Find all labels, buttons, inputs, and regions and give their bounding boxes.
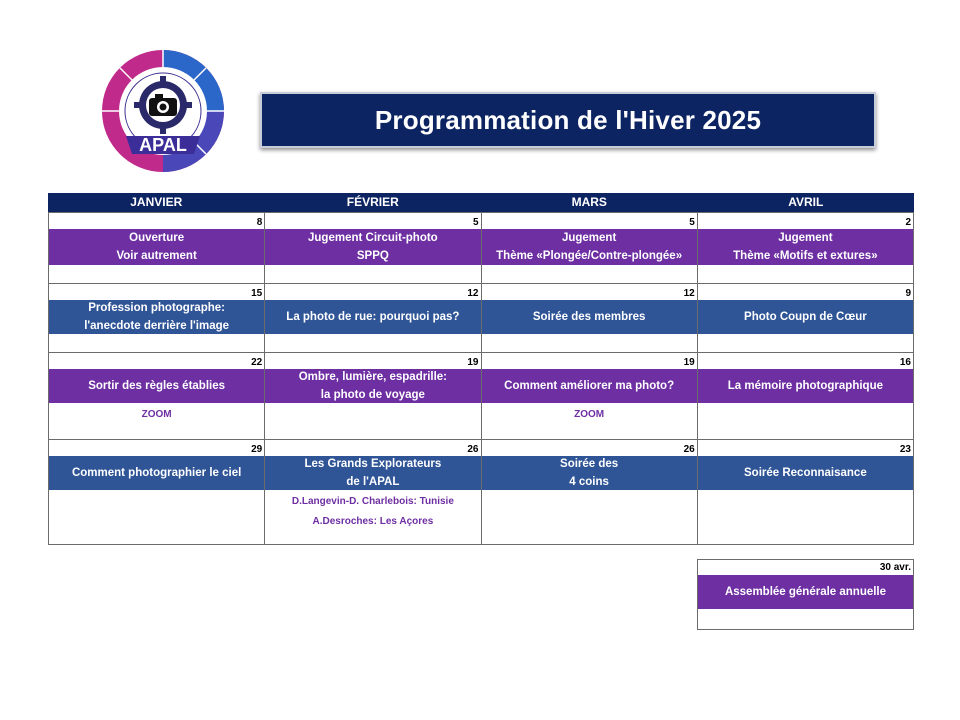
event-cell bbox=[264, 369, 480, 403]
date-cell: 23 bbox=[697, 439, 914, 456]
note-row bbox=[48, 403, 914, 439]
extra-event-title: Assemblée générale annuelle bbox=[698, 575, 913, 609]
date-cell: 9 bbox=[697, 283, 914, 300]
event-title-line: Soirée des membres bbox=[532, 311, 646, 323]
date-row bbox=[48, 352, 914, 369]
event-title-line: La photo de rue: pourquoi pas? bbox=[286, 311, 460, 323]
event-cell bbox=[697, 229, 914, 265]
event-title-line: Thème «Plongée/Contre-plongée» bbox=[496, 250, 683, 262]
event-title-line: La mémoire photographique bbox=[727, 380, 883, 392]
date-cell: 29 bbox=[48, 439, 264, 456]
note-cell bbox=[697, 334, 914, 352]
event-title-line: SPPQ bbox=[356, 250, 389, 262]
event-cell bbox=[697, 369, 914, 403]
event-cell bbox=[697, 300, 914, 334]
date-row bbox=[48, 212, 914, 229]
event-title-line: Les Grands Explorateurs bbox=[304, 458, 442, 470]
extra-event-note bbox=[698, 609, 913, 629]
apal-logo bbox=[100, 48, 226, 174]
event-title-line: Sortir des règles établies bbox=[88, 380, 226, 392]
event-cell bbox=[48, 456, 264, 490]
note-cell bbox=[48, 490, 264, 544]
event-cell bbox=[48, 369, 264, 403]
event-cell bbox=[481, 456, 697, 490]
date-cell: 15 bbox=[48, 283, 264, 300]
event-cell bbox=[264, 300, 480, 334]
event-cell bbox=[48, 300, 264, 334]
date-row bbox=[48, 283, 914, 300]
event-title-line: Soirée Reconnaisance bbox=[744, 467, 867, 479]
event-title-line: la photo de voyage bbox=[320, 389, 425, 401]
event-title-line: Comment améliorer ma photo? bbox=[504, 380, 675, 392]
note-cell bbox=[264, 490, 480, 544]
month-header: JANVIER bbox=[48, 193, 265, 212]
note-cell bbox=[697, 490, 914, 544]
date-row bbox=[48, 439, 914, 456]
date-cell: 5 bbox=[264, 212, 480, 229]
note-cell bbox=[48, 403, 264, 439]
event-title-line: Photo Coupn de Cœur bbox=[744, 311, 867, 323]
presenter-note: D.Langevin-D. Charlebois: Tunisie bbox=[291, 496, 454, 507]
event-title-line: Jugement bbox=[778, 232, 833, 244]
logo-abbr: APAL bbox=[139, 135, 187, 155]
month-header: AVRIL bbox=[698, 193, 915, 212]
event-title-line: Jugement bbox=[561, 232, 617, 244]
event-row bbox=[48, 229, 914, 265]
month-header: MARS bbox=[481, 193, 698, 212]
date-cell: 12 bbox=[481, 283, 697, 300]
event-title-line: Jugement Circuit-photo bbox=[308, 232, 438, 244]
note-cell bbox=[264, 265, 480, 283]
note-cell bbox=[481, 490, 697, 544]
event-title-line: Comment photographier le ciel bbox=[71, 467, 242, 479]
date-cell: 2 bbox=[697, 212, 914, 229]
date-cell: 5 bbox=[481, 212, 697, 229]
event-row bbox=[48, 300, 914, 334]
event-title-line: Ombre, lumière, espadrille: bbox=[298, 371, 448, 383]
event-title-line: Voir autrement bbox=[116, 250, 197, 262]
date-cell: 26 bbox=[264, 439, 480, 456]
event-title-line: Thème «Motifs et extures» bbox=[733, 250, 878, 262]
note-row bbox=[48, 490, 914, 545]
zoom-label: ZOOM bbox=[141, 409, 172, 420]
extra-event-date: 30 avr. bbox=[698, 559, 913, 575]
note-cell bbox=[264, 403, 480, 439]
event-row bbox=[48, 456, 914, 490]
event-title-line: Ouverture bbox=[129, 232, 185, 244]
date-cell: 12 bbox=[264, 283, 480, 300]
event-title-line: 4 coins bbox=[569, 476, 609, 488]
event-title-line: l'anecdote derrière l'image bbox=[84, 320, 230, 332]
month-header-row bbox=[48, 193, 914, 212]
event-title-line: Profession photographe: bbox=[88, 302, 225, 314]
date-cell: 8 bbox=[48, 212, 264, 229]
note-cell bbox=[481, 403, 697, 439]
presenter-note: A.Desroches: Les Açores bbox=[312, 516, 434, 527]
page-title: Programmation de l'Hiver 2025 bbox=[374, 104, 762, 135]
note-row bbox=[48, 265, 914, 283]
note-cell bbox=[48, 265, 264, 283]
event-cell bbox=[481, 300, 697, 334]
date-cell: 22 bbox=[48, 352, 264, 369]
title-banner bbox=[260, 92, 876, 148]
event-cell bbox=[48, 229, 264, 265]
date-cell: 19 bbox=[264, 352, 480, 369]
event-cell bbox=[481, 229, 697, 265]
note-row bbox=[48, 334, 914, 352]
zoom-label: ZOOM bbox=[574, 409, 605, 420]
event-row bbox=[48, 369, 914, 403]
date-cell: 16 bbox=[697, 352, 914, 369]
date-cell: 19 bbox=[481, 352, 697, 369]
date-cell: 26 bbox=[481, 439, 697, 456]
extra-event bbox=[697, 559, 914, 630]
event-cell bbox=[264, 456, 480, 490]
note-cell bbox=[697, 265, 914, 283]
note-cell bbox=[264, 334, 480, 352]
event-cell bbox=[697, 456, 914, 490]
event-title-line: Soirée des bbox=[560, 458, 619, 470]
event-cell bbox=[481, 369, 697, 403]
event-cell bbox=[264, 229, 480, 265]
event-title-line: de l'APAL bbox=[346, 476, 400, 488]
note-cell bbox=[481, 265, 697, 283]
calendar-table bbox=[48, 193, 914, 545]
note-cell bbox=[48, 334, 264, 352]
note-cell bbox=[481, 334, 697, 352]
note-cell bbox=[697, 403, 914, 439]
month-header: FÉVRIER bbox=[265, 193, 482, 212]
